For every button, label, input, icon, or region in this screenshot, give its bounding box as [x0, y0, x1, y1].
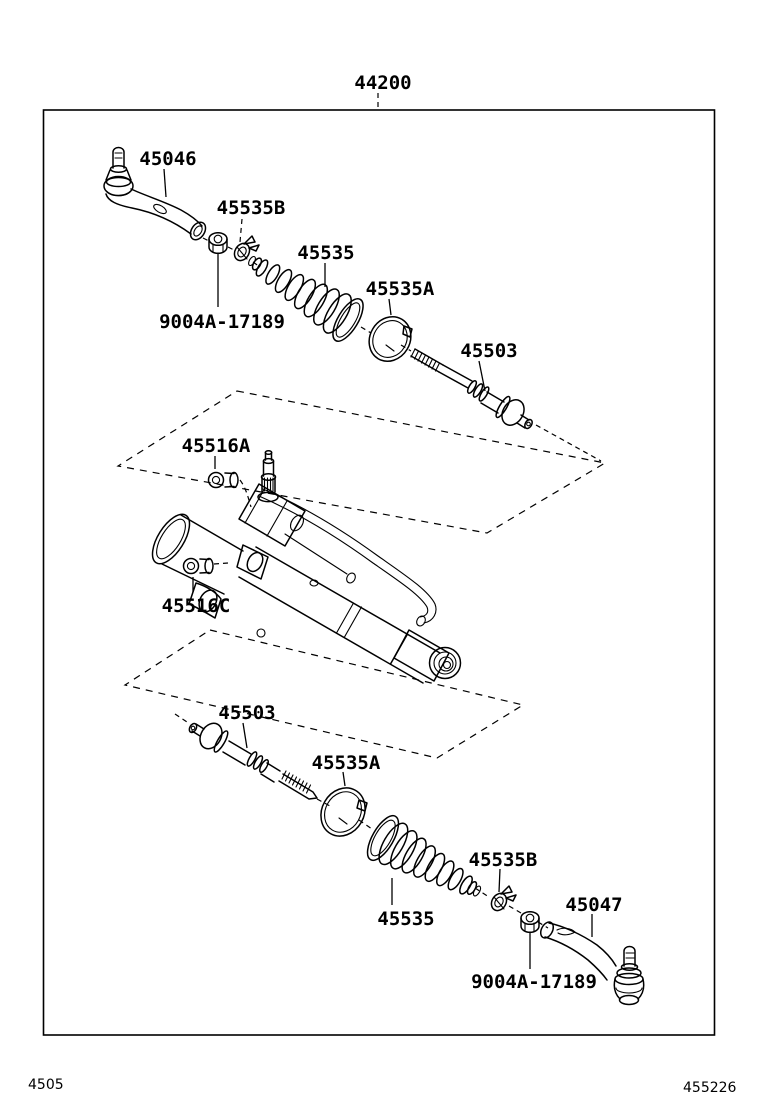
footer-figure-code: 455226 [683, 1080, 737, 1096]
footer [28, 1077, 737, 1096]
boot-clamp-upper-drawing [231, 236, 259, 263]
part-label-boot-clamp-lower: 45535B [468, 849, 538, 871]
part-label-boot-clip-upper: 45535A [365, 278, 435, 300]
part-label-boot-lower: 45535 [377, 908, 435, 930]
grommet-upper-pointer [240, 480, 251, 507]
part-label-inner-tie-rod-upper: 45503 [460, 340, 518, 362]
part-label-outer-tie-rod-left: 45046 [139, 148, 197, 170]
boot-clip-upper-drawing [361, 309, 419, 369]
grommet-lower-pointer [214, 563, 228, 564]
inner-tie-rod-lower-drawing [188, 719, 317, 799]
part-label-boot-upper: 45535 [297, 242, 355, 264]
part-label-grommet-lower: 45516C [161, 595, 231, 617]
lower-dashed-box [125, 630, 523, 758]
part-label-boot-clip-lower: 45535A [311, 752, 381, 774]
part-label-boot-clamp-upper: 45535B [216, 197, 286, 219]
lock-nut-upper-drawing [209, 233, 227, 254]
grommet-lower-drawing [184, 559, 229, 574]
boot-lower-drawing [361, 811, 482, 897]
grommet-upper-drawing [209, 473, 252, 508]
boot-clip-lower-drawing [312, 780, 373, 844]
upper-dashed-box [118, 391, 605, 533]
lock-nut-lower-drawing [521, 912, 539, 933]
part-label-assembly: 44200 [354, 72, 412, 94]
axis-dashes [175, 238, 601, 928]
steering-gear-assembly-drawing [145, 451, 460, 683]
part-label-lock-nut-upper: 9004A-17189 [159, 311, 285, 333]
part-label-grommet-upper: 45516A [181, 435, 251, 457]
boot-clamp-lower-drawing [488, 886, 516, 913]
part-label-lock-nut-lower: 9004A-17189 [471, 971, 597, 993]
part-label-inner-tie-rod-lower: 45503 [218, 702, 276, 724]
footer-page-code: 4505 [28, 1077, 64, 1093]
part-label-outer-tie-rod-right: 45047 [565, 894, 623, 916]
